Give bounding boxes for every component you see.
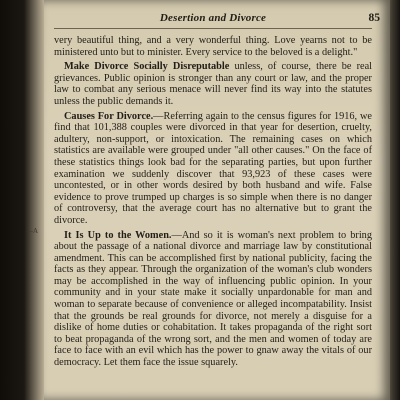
- paragraph-continuation: [54, 35, 372, 58]
- page-number: 85: [368, 12, 380, 24]
- paragraph-text: unless, of course, there be real grievances. Public opinion is stronger than any court or law, and the proper law to combat any serious menace will never find its way into the statutes unless the public demands it.: [54, 61, 373, 107]
- paragraph-up-to-the-women: [54, 230, 372, 369]
- book-page: [44, 0, 390, 400]
- paragraph-heading: Causes For Divorce.: [64, 110, 154, 122]
- gutter-mark: —A: [26, 227, 39, 235]
- page-text: [54, 4, 380, 372]
- running-head: Desertion and Divorce: [159, 12, 267, 24]
- paragraph-socially-disreputable: [54, 61, 372, 107]
- paragraph-heading: Make Divorce Socially Disreputable: [64, 61, 230, 73]
- paragraph-causes-for-divorce: [54, 111, 372, 227]
- paragraph-text: —And so it is woman's next problem to bring about the passage of a national divorce and marriage law by constitutional amendment. This can be accomplished first by national publicity, facing the facts as they appear. Through the organization of the woman's club wonders may be accomplished in the way of influencing public opinion. In your community and in your state make it socially unpardonable for man and woman to separate because of convenience or alleged incompatability. Insist that the grounds be real grounds for divorce, not merely a disguise for a dislike of home duties or cohabitation. It takes propaganda of the right sort to beat propaganda of the wrong sort, and the men and women of today are face to face with an evil which has the power to gnaw away the vitals of our democracy. Let them face the issue squarely.: [54, 229, 372, 369]
- paragraph-heading: It Is Up to the Women.: [64, 229, 172, 241]
- page-header: [54, 4, 380, 29]
- paragraph-text: very beautiful thing, and a very wonderful thing. Love yearns not to be ministered unto but to minister. Every service to the beloved is a delight.": [54, 35, 372, 58]
- paragraph-text: —Referring again to the census figures for 1916, we find that 101,388 couples were divorced in that year for desertion, cruelty, adultery, non-support, or intoxication. The remaining cases on which statistics are available were grouped under "all other causes." On the face of these statistics things look bad for the separating parties, but upon further examination we suddenly discover that 93,923 of these cases were uncontested, or in other words desired by both husband and wife. False evidence to prove trumped up charges is so simple when there is no danger of controversy, that the average court has no alternative but to grant the divorce.: [54, 110, 372, 226]
